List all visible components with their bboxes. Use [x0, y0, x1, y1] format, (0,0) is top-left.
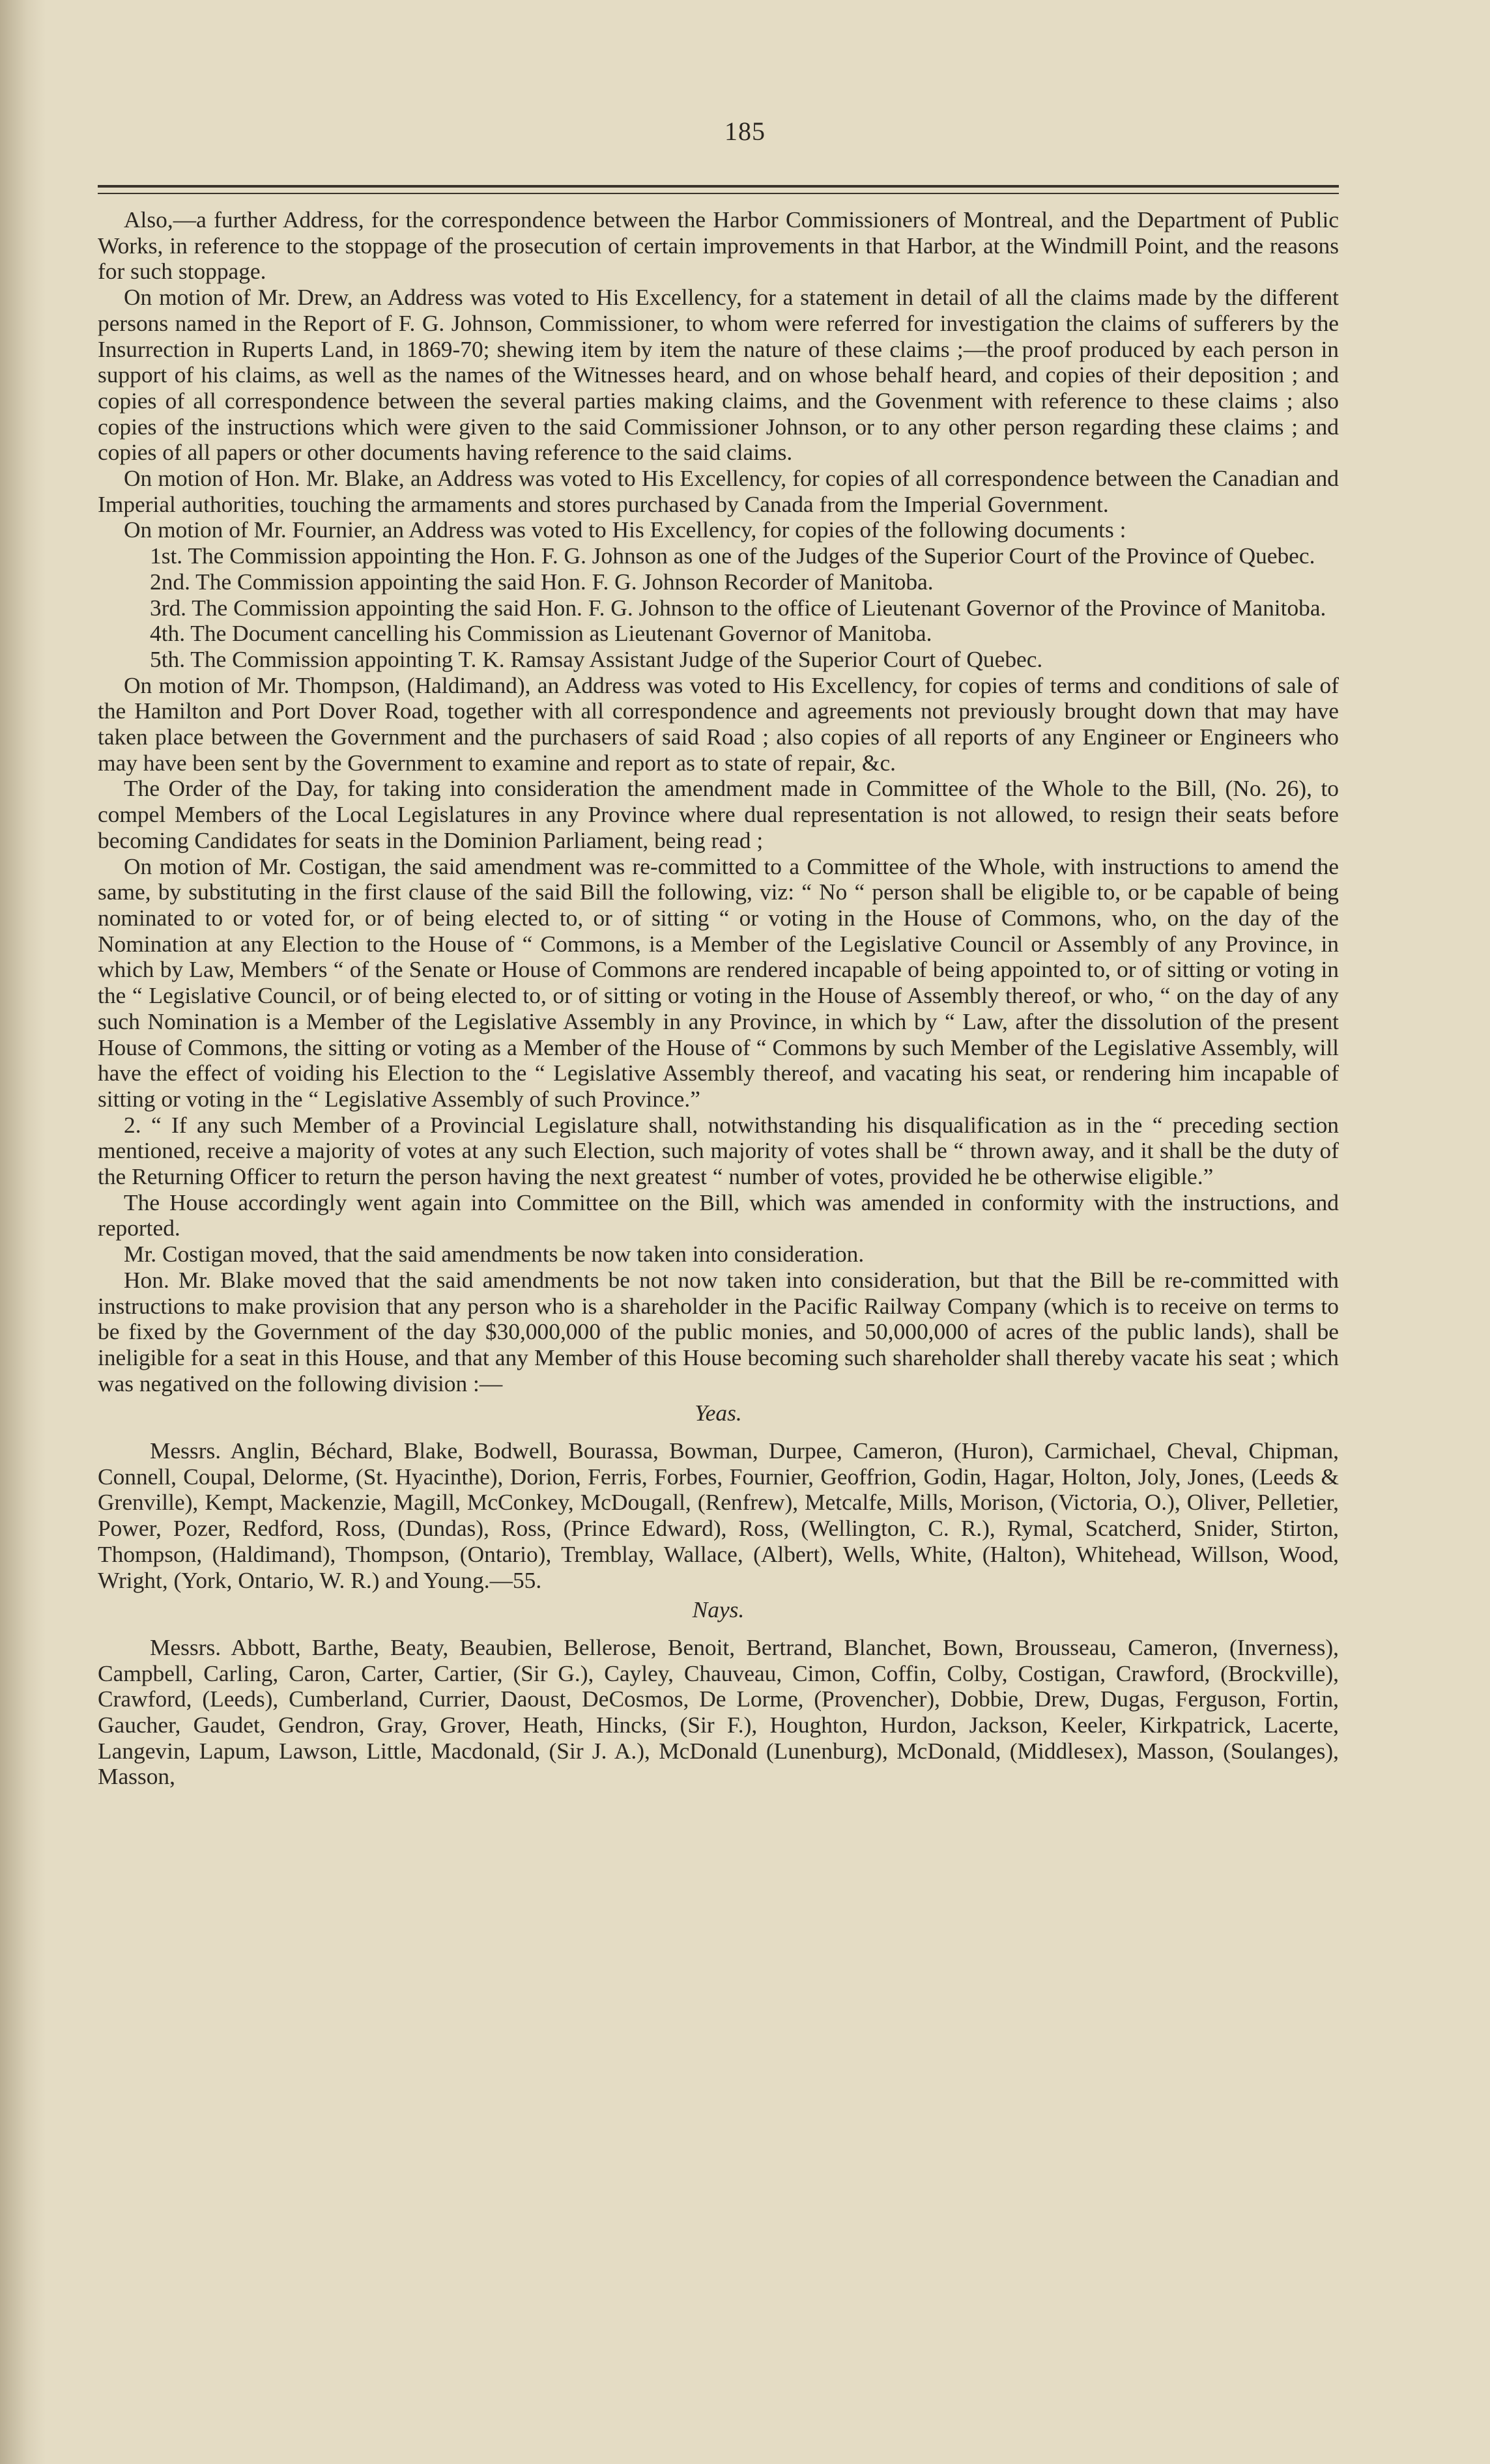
- paragraph: On motion of Mr. Thompson, (Haldimand), an Address was voted to His Excellency, for copies of terms and conditions of sale of the Hamilton and Port Dover Road, together with all correspondence and agreements not previously brought down that may have taken place between the Government and the purchasers of said Road ; also copies of all reports of any Engineer or Engineers who may have been sent by the Government to examine and report as to state of repair, &c.: [98, 672, 1339, 776]
- paragraph: On motion of Mr. Costigan, the said amendment was re-committed to a Committee of the Whole, with instructions to amend the same, by substituting in the first clause of the said Bill the following, viz: “ No “ person shall be eligible to, or be capable of being nominated to or voted for, or of being elected to, or of sitting “ or voting in the House of Commons, who, on the day of the Nomination at any Election to the House of “ Commons, is a Member of the Legislative Council or Assembly of any Province, in which by Law, Members “ of the Senate or House of Commons are rendered incapable of being appointed to, or of sitting or voting in the “ Legislative Council, or of being elected to, or of sitting or voting in the House of Assembly thereof, or who, “ on the day of any such Nomination is a Member of the Legislative Assembly in any Province, in which by “ Law, after the dissolution of the present House of Commons, the sitting or voting as a Member of the House of “ Commons by such Member of the Legislative Assembly, will have the effect of voiding his Election to the “ Legislative Assembly thereof, and vacating his seat, or rendering him incapable of sitting or voting in the “ Legislative Assembly of such Province.”: [98, 853, 1339, 1112]
- list-item: 4th. The Document cancelling his Commission as Lieutenant Governor of Manitoba.: [150, 620, 932, 647]
- paragraph: 2. “ If any such Member of a Provincial Legislature shall, notwithstanding his disqualification as in the “ preceding section mentioned, receive a majority of votes at any such Election, such majority of votes shall be “ thrown away, and it shall be the duty of the Returning Officer to return the person having the next greatest “ number of votes, provided he be otherwise eligible.”: [98, 1111, 1339, 1190]
- nays-list: Messrs. Abbott, Barthe, Beaty, Beaubien, Bellerose, Benoit, Bertrand, Blanchet, Bown, Brousseau, Cameron, (Inverness), Campbell, Carling, Caron, Carter, Cartier, (Sir G.), Cayley, Chauveau, Cimon, Coffin, Colby, Costigan, Crawford, (Brockville), Crawford, (Leeds), Cumberland, Currier, Daoust, DeCosmos, De Lorme, (Provencher), Dobbie, Drew, Dugas, Ferguson, Fortin, Gaucher, Gaudet, Gendron, Gray, Grover, Heath, Hincks, (Sir F.), Houghton, Hurdon, Jackson, Keeler, Kirkpatrick, Lacerte, Langevin, Lapum, Lawson, Little, Macdonald, (Sir J. A.), McDonald (Lunenburg), McDonald, (Middlesex), Masson, (Soulanges), Masson,: [98, 1634, 1339, 1790]
- list-item: 5th. The Commission appointing T. K. Ramsay Assistant Judge of the Superior Court of Quebec.: [150, 645, 1043, 672]
- page-number: 185: [724, 117, 766, 146]
- division-heading-nays: Nays.: [692, 1596, 745, 1623]
- list-item: 1st. The Commission appointing the Hon. F. G. Johnson as one of the Judges of the Superior Court of the Province of Quebec.: [150, 543, 1315, 569]
- paragraph: Hon. Mr. Blake moved that the said amendments be not now taken into consideration, but that the Bill be re-committed with instructions to make provision that any person who is a shareholder in the Pacific Railway Company (which is to receive on terms to be fixed by the Government of the day $30,000,000 of the public monies, and 50,000,000 of acres of the public lands), shall be ineligible for a seat in this House, and that any Member of this House becoming such shareholder shall thereby vacate his seat ; which was negatived on the following division :—: [98, 1266, 1339, 1396]
- header-rule-bottom: [98, 193, 1339, 194]
- yeas-list: Messrs. Anglin, Béchard, Blake, Bodwell, Bourassa, Bowman, Durpee, Cameron, (Huron), Carmichael, Cheval, Chipman, Connell, Coupal, Delorme, (St. Hyacinthe), Dorion, Ferris, Forbes, Fournier, Geoffrion, Godin, Hagar, Holton, Joly, Jones, (Leeds & Grenville), Kempt, Mackenzie, Magill, McConkey, McDougall, (Renfrew), Metcalfe, Mills, Morison, (Victoria, O.), Oliver, Pelletier, Power, Pozer, Redford, Ross, (Dundas), Ross, (Prince Edward), Ross, (Wellington, C. R.), Rymal, Scatcherd, Snider, Stirton, Thompson, (Haldimand), Thompson, (Ontario), Tremblay, Wallace, (Albert), Wells, White, (Halton), Whitehead, Willson, Wood, Wright, (York, Ontario, W. R.) and Young.—55.: [98, 1437, 1339, 1593]
- paragraph: On motion of Mr. Fournier, an Address was voted to His Excellency, for copies of the following documents :: [124, 517, 1126, 543]
- document-body: [98, 207, 1339, 1790]
- paragraph: The Order of the Day, for taking into consideration the amendment made in Committee of the Whole to the Bill, (No. 26), to compel Members of the Local Legislatures in any Province where dual representation is not allowed, to resign their seats before becoming Candidates for seats in the Dominion Parliament, being read ;: [98, 775, 1339, 853]
- list-item: 2nd. The Commission appointing the said Hon. F. G. Johnson Recorder of Manitoba.: [150, 568, 934, 595]
- paragraph: The House accordingly went again into Committee on the Bill, which was amended in conformity with the instructions, and reported.: [98, 1189, 1339, 1241]
- list-item: 3rd. The Commission appointing the said Hon. F. G. Johnson to the office of Lieutenant Governor of the Province of Manitoba.: [150, 594, 1326, 621]
- paragraph: Mr. Costigan moved, that the said amendments be now taken into consideration.: [124, 1241, 865, 1267]
- paragraph: Also,—a further Address, for the correspondence between the Harbor Commissioners of Montreal, and the Department of Public Works, in reference to the stoppage of the prosecution of certain improvements in that Harbor, at the Windmill Point, and the reasons for such stoppage.: [98, 206, 1339, 285]
- header-rule-top: [98, 185, 1339, 188]
- division-heading-yeas: Yeas.: [695, 1400, 742, 1426]
- page-binding-shadow: [0, 0, 46, 2464]
- paragraph: On motion of Mr. Drew, an Address was voted to His Excellency, for a statement in detail of all the claims made by the different persons named in the Report of F. G. Johnson, Commissioner, to whom were referred for investigation the claims of sufferers by the Insurrection in Ruperts Land, in 1869-70; shewing item by item the nature of these claims ;—the proof produced by each person in support of his claims, as well as the names of the Witnesses heard, and on whose behalf heard, and copies of their deposition ; and copies of all correspondence between the several parties making claims, and the Govenment with reference to these claims ; also copies of the instructions which were given to the said Commissioner Johnson, or to any other person regarding these claims ; and copies of all papers or other documents having reference to the said claims.: [98, 284, 1339, 466]
- paragraph: On motion of Hon. Mr. Blake, an Address was voted to His Excellency, for copies of all correspondence between the Canadian and Imperial authorities, touching the armaments and stores purchased by Canada from the Imperial Government.: [98, 465, 1339, 517]
